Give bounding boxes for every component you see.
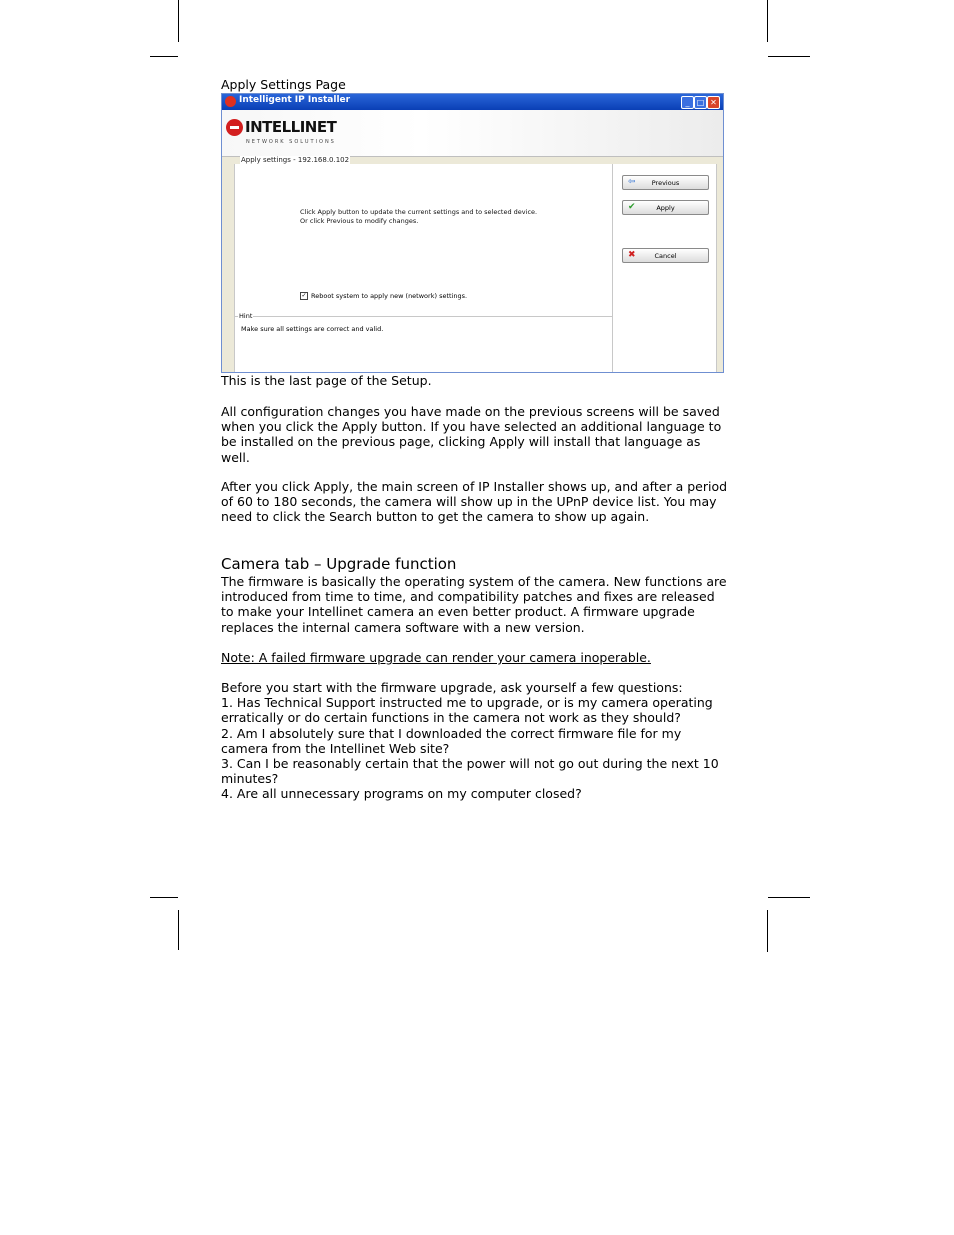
window-title: Intelligent IP Installer bbox=[239, 95, 351, 105]
section-heading: Camera tab – Upgrade function bbox=[221, 555, 457, 573]
previous-button-label: Previous bbox=[651, 179, 680, 187]
close-icon[interactable]: ✕ bbox=[707, 96, 720, 109]
hint-label: Hint bbox=[239, 312, 253, 320]
cancel-button[interactable] bbox=[622, 248, 709, 263]
maximize-icon[interactable]: □ bbox=[694, 96, 707, 109]
question-4: 4. Are all unnecessary programs on my computer closed? bbox=[221, 786, 582, 801]
question-3: 3. Can I be reasonably certain that the power will not go out during the next 10 minutes? bbox=[221, 756, 719, 787]
hint-divider bbox=[234, 316, 613, 317]
reboot-checkbox[interactable]: ✓ bbox=[301, 292, 307, 299]
paragraph-firmware: The firmware is basically the operating system of the camera. New functions are introduced from time to time, and compatibility patches and fixes are released to make your Intellinet camera an even better product. A firmware upgrade replaces the internal camera software with a new version. bbox=[221, 574, 727, 635]
reboot-checkbox-label: Reboot system to apply new (network) settings. bbox=[311, 292, 468, 300]
cancel-button-label: Cancel bbox=[654, 252, 677, 260]
app-icon bbox=[225, 96, 236, 107]
intellinet-logo bbox=[226, 118, 336, 136]
panel-divider bbox=[612, 164, 613, 373]
minimize-icon[interactable]: _ bbox=[681, 96, 694, 109]
crop-mark bbox=[768, 897, 810, 898]
check-icon: ✔ bbox=[628, 202, 636, 212]
crop-mark bbox=[178, 0, 179, 42]
group-label: Apply settings - 192.168.0.102 bbox=[241, 156, 350, 164]
brand-banner bbox=[222, 110, 723, 157]
title-bar bbox=[222, 94, 723, 110]
paragraph-questions-intro: Before you start with the firmware upgrade, ask yourself a few questions: bbox=[221, 680, 683, 695]
logo-mark-icon bbox=[226, 119, 243, 136]
note-warning: Note: A failed firmware upgrade can render your camera inoperable. bbox=[221, 650, 651, 665]
reboot-checkbox-row[interactable] bbox=[300, 292, 467, 300]
crop-mark bbox=[150, 56, 178, 57]
previous-button[interactable] bbox=[622, 175, 709, 190]
apply-button[interactable] bbox=[622, 200, 709, 215]
apply-button-label: Apply bbox=[656, 204, 675, 212]
crop-mark bbox=[150, 897, 178, 898]
crop-mark bbox=[767, 0, 768, 42]
x-icon: ✖ bbox=[628, 250, 636, 260]
back-arrow-icon: ⇦ bbox=[628, 177, 636, 187]
paragraph-after-apply: After you click Apply, the main screen of IP Installer shows up, and after a period of 60 to 180 seconds, the camera will show up in the UPnP device list. You may need to click the Search button to get the camera to show up again. bbox=[221, 479, 728, 525]
question-2: 2. Am I absolutely sure that I downloaded the correct firmware file for my camera from the Intellinet Web site? bbox=[221, 726, 682, 757]
figure-caption: Apply Settings Page bbox=[221, 77, 346, 92]
question-1: 1. Has Technical Support instructed me to upgrade, or is my camera operating erratically or do certain functions in the camera not work as they should? bbox=[221, 695, 713, 726]
paragraph-last-page: This is the last page of the Setup. bbox=[221, 373, 432, 388]
installer-window-screenshot bbox=[221, 93, 724, 373]
crop-mark bbox=[178, 910, 179, 950]
crop-mark bbox=[768, 56, 810, 57]
crop-mark bbox=[767, 910, 768, 952]
paragraph-apply-changes: All configuration changes you have made on the previous screens will be saved when you click the Apply button. If you have selected an additional language to be installed on the previous page, clicking Apply will install that language as well. bbox=[221, 404, 722, 465]
hint-text: Make sure all settings are correct and valid. bbox=[241, 325, 384, 333]
settings-panel bbox=[234, 164, 717, 373]
logo-subtitle: NETWORK SOLUTIONS bbox=[246, 139, 336, 145]
logo-text: INTELLINET bbox=[245, 118, 337, 136]
info-text: Click Apply button to update the current settings and to selected device. Or click Previous to modify changes. bbox=[300, 208, 538, 225]
